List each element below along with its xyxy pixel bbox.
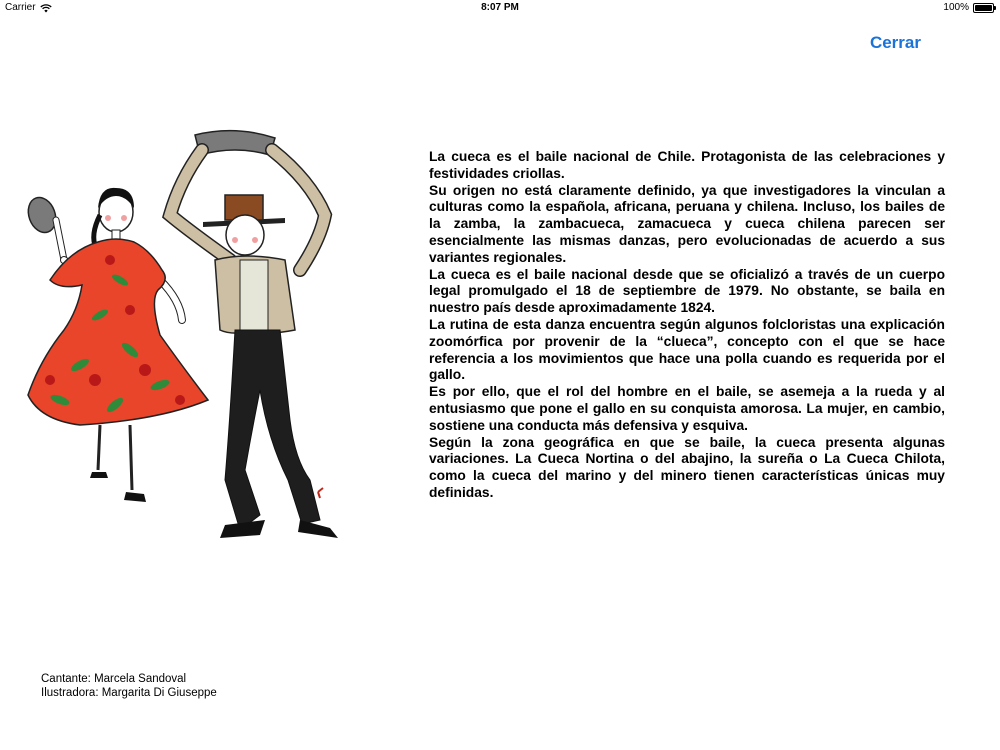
close-button[interactable]: Cerrar	[869, 33, 921, 52]
man-dancer	[170, 131, 338, 538]
status-bar	[0, 0, 1000, 16]
article-paragraph: Su origen no está claramente definido, ya que investigadores la vinculan a culturas como la española, africana, peruana y chilena. Incluso, los bailes de la zamba, la zambacueca, zamacueca y cueca chilena parecen ser esencialmente las mismas danzas, pero evolucionadas de acuerdo a sus variantes regionales.	[429, 182, 945, 265]
woman-dancer	[24, 188, 208, 502]
illustrator-credit: Ilustradora: Margarita Di Giuseppe	[41, 687, 217, 699]
article-paragraph: La cueca es el baile nacional desde que se oficializó a través de un cuerpo legal promulgado el 18 de septiembre de 1979. No obstante, se baila en nuestro país desde aproximadamente 1824.	[429, 266, 945, 316]
cueca-dancers-illustration	[20, 120, 380, 550]
article-paragraph: La cueca es el baile nacional de Chile. Protagonista de las celebraciones y festividades criollas.	[429, 149, 945, 181]
status-right	[943, 0, 994, 16]
status-time: 8:07 PM	[481, 2, 519, 13]
singer-credit: Cantante: Marcela Sandoval	[41, 673, 187, 685]
article-paragraph: Es por ello, que el rol del hombre en el baile, se asemeja a la rueda y al entusiasmo que pone el gallo en su conquista amorosa. La mujer, en cambio, sostiene una conducta más defensiva y esquiva.	[429, 384, 945, 433]
cueca-article	[429, 149, 945, 502]
article-paragraph: La rutina de esta danza encuentra según algunos folcloristas una explicación zoomórfica por provenir de la “clueca”, concepto con el que se hace referencia a los movimientos que hace una polla cuando es requerida por el gallo.	[429, 316, 945, 383]
battery-icon	[973, 3, 994, 13]
article-paragraph: Según la zona geográfica en que se baile, la cueca presenta algunas variaciones. La Cueca Nortina o del abajino, la sureña o La Cueca Chilota, como la cueca del marino y del minero tienen características únicas muy definidas.	[429, 434, 945, 500]
credits	[41, 672, 217, 700]
battery-percent: 100%	[943, 2, 969, 13]
carrier-label: Carrier	[5, 2, 36, 13]
